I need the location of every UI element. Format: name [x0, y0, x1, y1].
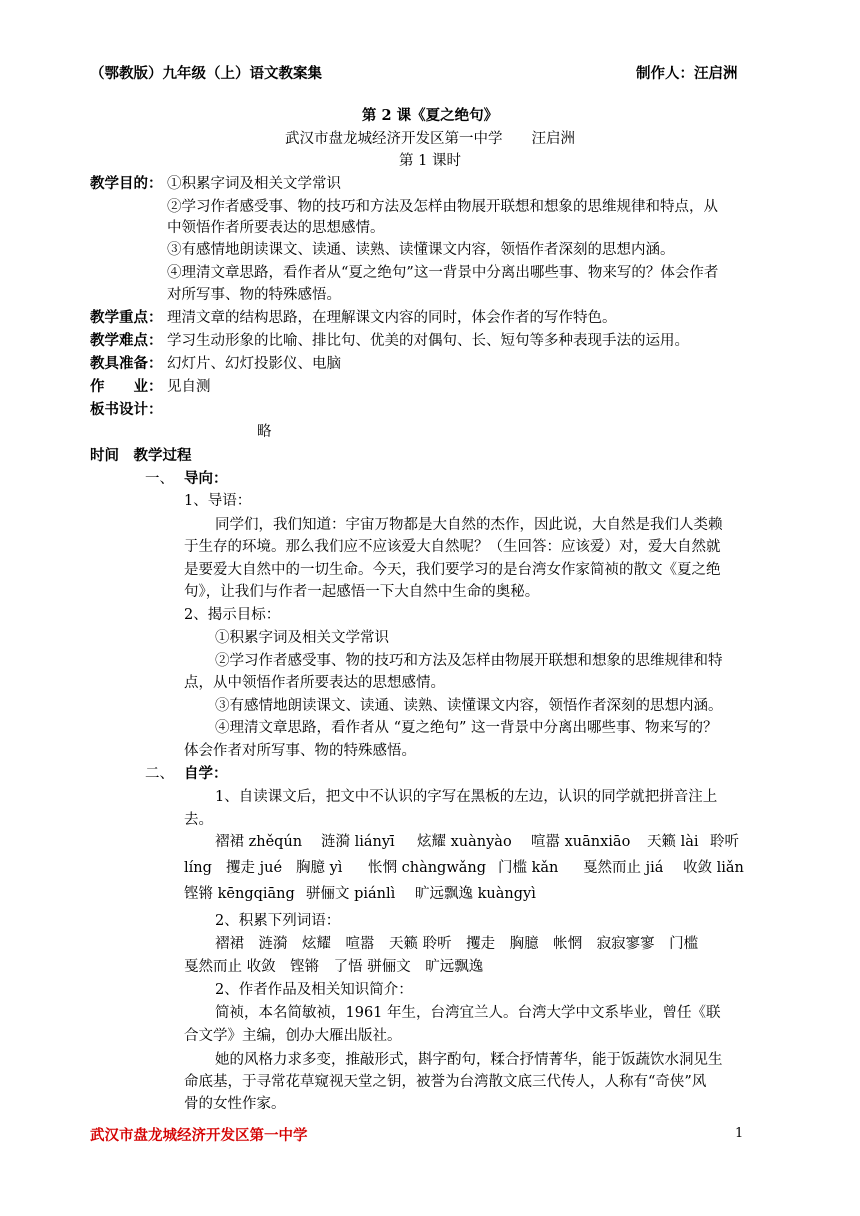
- running-header-title: （鄂教版）九年级（上）语文教案集: [90, 66, 322, 82]
- footer-school: 武汉市盘龙城经济开发区第一中学: [90, 1128, 308, 1144]
- objective-line: ②学习作者感受事、物的技巧和方法及怎样由物展开联想和想象的思维规律和特点，从: [167, 199, 718, 215]
- section1-number: 一、: [145, 471, 174, 487]
- difficulties-label: 教学难点：: [90, 332, 163, 349]
- pinyin-word: 门槛 kǎn: [498, 860, 559, 876]
- section1-sub2: 2、揭示目标：: [184, 607, 281, 623]
- period-line: 第 1 课时: [399, 153, 461, 169]
- pinyin-word: 炫耀 xuànyào: [417, 834, 512, 850]
- pinyin-word: 喧嚣 xuānxiāo: [531, 834, 631, 850]
- vocab-line: 褶裙 涟漪 炫耀 喧嚣 天籁 聆听 攫走 胸臆 帐惘 寂寂寥寥 门槛: [215, 936, 699, 952]
- author-line: 骨的女性作家。: [184, 1096, 286, 1112]
- board-label: 板书设计：: [90, 401, 163, 418]
- intro-line: 同学们，我们知道：宇宙万物都是大自然的杰作，因此说，大自然是我们人类赖: [215, 517, 723, 533]
- tools-text: 幻灯片、幻灯投影仪、电脑: [167, 356, 341, 372]
- board-text: 略: [257, 424, 272, 440]
- pinyin-word: 戛然而止 jiá: [583, 860, 664, 876]
- author-line: 她的风格力求多变，推敲形式，斟字酌句，糅合抒情菁华，能于饭蔬饮水洞见生: [215, 1052, 723, 1068]
- lesson-title: 第 2 课《夏之绝句》: [361, 107, 499, 124]
- pinyin-word: 聆听: [710, 834, 739, 850]
- objective-line: ④理清文章思路，看作者从“夏之绝句”这一背景中分离出哪些事、物来写的？体会作者: [167, 265, 719, 281]
- pinyin-word: 旷远飘逸 kuàngyì: [415, 886, 536, 902]
- section2-number: 二、: [145, 766, 174, 782]
- homework-label: 作 业：: [90, 378, 163, 395]
- objective-line: ③有感情地朗读课文、读通、读熟、读懂课文内容，领悟作者深刻的思想内涵。: [167, 242, 675, 258]
- author-line: 合文学》主编，创办大雁出版社。: [184, 1028, 402, 1044]
- section1-title: 导向：: [184, 470, 228, 487]
- key-points-text: 理清文章的结构思路，在理解课文内容的同时，体会作者的写作特色。: [167, 310, 617, 326]
- pinyin-word: líng: [184, 860, 212, 876]
- section1-sub1: 1、导语：: [184, 493, 252, 509]
- running-header-author: 制作人：汪启洲: [636, 66, 738, 82]
- tools-label: 教具准备：: [90, 355, 163, 372]
- homework-text: 见自测: [167, 379, 211, 395]
- intro-line: 是要爱大自然中的一切生命。今天，我们要学习的是台湾女作家简祯的散文《夏之绝: [184, 562, 721, 578]
- pinyin-word: 天籁 lài: [647, 834, 699, 850]
- author-line: 命底基，于寻常花草窥视天堂之钥，被誉为台湾散文底三代传人，人称有“奇侠”风: [184, 1074, 707, 1090]
- process-header: 时间 教学过程: [90, 447, 192, 464]
- objectives-label: 教学目的：: [90, 175, 163, 192]
- pinyin-word: 骈俪文 piánlì: [306, 886, 396, 902]
- difficulties-text: 学习生动形象的比喻、排比句、优美的对偶句、长、短句等多种表现手法的运用。: [167, 333, 689, 349]
- goal-line: ③有感情地朗读课文、读通、读熟、读懂课文内容，领悟作者深刻的思想内涵。: [215, 698, 723, 714]
- pinyin-word: 攫走 jué: [226, 860, 283, 876]
- objective-line: 对所写事、物的特殊感悟。: [167, 287, 341, 303]
- pinyin-word: 收敛 liǎn: [683, 860, 744, 876]
- goal-line: 体会作者对所写事、物的特殊感悟。: [184, 743, 416, 759]
- objective-line: 中领悟作者所要表达的思想感情。: [167, 220, 385, 236]
- goal-line: ②学习作者感受事、物的技巧和方法及怎样由物展开联想和想象的思维规律和特: [215, 653, 723, 669]
- goal-line: 点，从中领悟作者所要表达的思想感情。: [184, 675, 445, 691]
- key-points-label: 教学重点：: [90, 309, 163, 326]
- goal-line: ④理清文章思路，看作者从 “夏之绝句” 这一背景中分离出哪些事、物来写的？: [215, 720, 718, 736]
- vocab-line: 戛然而止 收敛 铿锵 了悟 骈俪文 旷远飘逸: [184, 959, 484, 975]
- pinyin-word: 褶裙 zhěqún: [215, 834, 303, 850]
- school-author-line: 武汉市盘龙城经济开发区第一中学 汪启洲: [285, 131, 575, 147]
- read-line: 去。: [184, 812, 213, 828]
- section2-sub-vocab: 2、积累下列词语：: [215, 913, 341, 929]
- section2-sub-author: 2、作者作品及相关知识简介：: [215, 982, 413, 998]
- read-line: 1、自读课文后，把文中不认识的字写在黑板的左边，认识的同学就把拼音注上: [215, 789, 718, 805]
- section2-title: 自学：: [184, 765, 228, 782]
- intro-line: 于生存的环境。那么我们应不应该爱大自然呢？（生回答：应该爱）对，爱大自然就: [184, 539, 721, 555]
- pinyin-word: 怅惘 chàngwǎng: [368, 860, 487, 876]
- pinyin-word: 铿锵 kēngqiāng: [184, 886, 295, 902]
- pinyin-word: 涟漪 liányī: [321, 834, 395, 850]
- page-number: 1: [735, 1126, 744, 1141]
- goal-line: ①积累字词及相关文学常识: [215, 630, 389, 646]
- author-line: 简祯，本名简敏祯，1961 年生，台湾宜兰人。台湾大学中文系毕业，曾任《联: [215, 1005, 721, 1021]
- intro-line: 句》，让我们与作者一起感悟一下大自然中生命的奥秘。: [184, 584, 540, 600]
- pinyin-word: 胸臆 yì: [296, 860, 343, 876]
- objective-line: ①积累字词及相关文学常识: [167, 176, 341, 192]
